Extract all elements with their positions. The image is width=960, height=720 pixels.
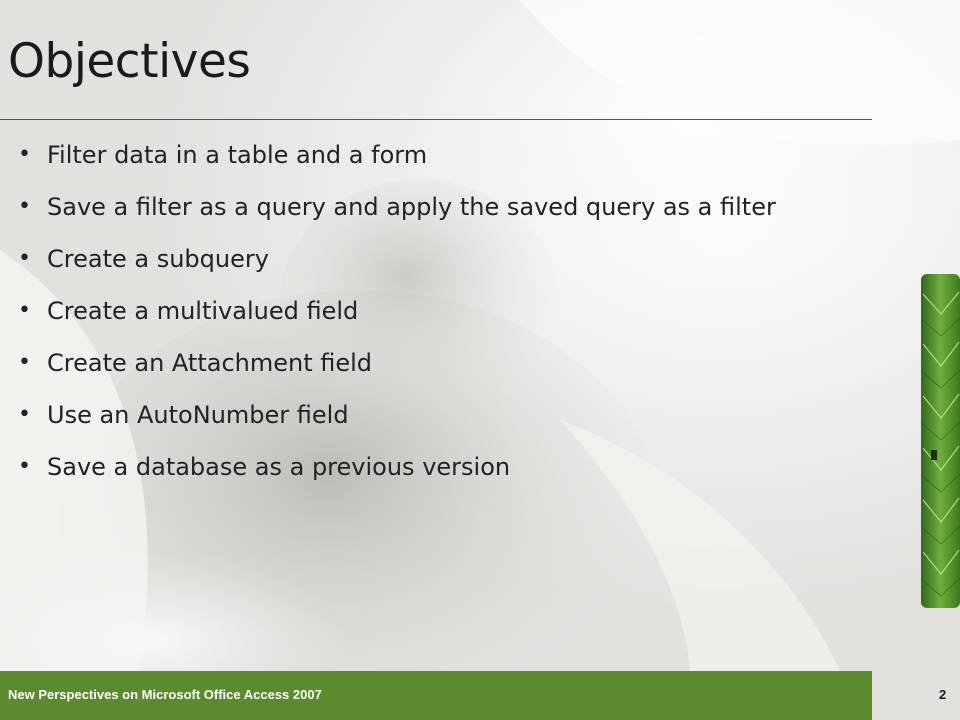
bullet-text: Save a filter as a query and apply the saved query as a filter bbox=[47, 193, 776, 221]
list-item bbox=[18, 294, 878, 328]
bullet-icon: • bbox=[18, 246, 31, 271]
footer-bar bbox=[0, 671, 872, 720]
title-divider bbox=[0, 119, 872, 120]
leaf-texture-image bbox=[921, 274, 960, 608]
bullet-text: Save a database as a previous version bbox=[47, 453, 511, 481]
bullet-icon: • bbox=[18, 402, 31, 427]
list-item bbox=[18, 398, 878, 432]
bullet-icon: • bbox=[18, 194, 31, 219]
footer-text: New Perspectives on Microsoft Office Access 2007 bbox=[8, 687, 322, 702]
bullet-text: Create a subquery bbox=[47, 245, 269, 273]
bullet-text: Create an Attachment field bbox=[47, 349, 373, 377]
list-item bbox=[18, 138, 878, 172]
bullet-icon: • bbox=[18, 142, 31, 167]
list-item bbox=[18, 242, 878, 276]
slide-title: Objectives bbox=[8, 34, 251, 89]
list-item bbox=[18, 450, 878, 484]
bullet-text: Create a multivalued field bbox=[47, 297, 359, 325]
page-number: 2 bbox=[939, 687, 947, 702]
bullet-icon: • bbox=[18, 454, 31, 479]
bullet-text: Use an AutoNumber field bbox=[47, 401, 349, 429]
objectives-list bbox=[18, 138, 878, 502]
bullet-icon: • bbox=[18, 298, 31, 323]
bullet-text: Filter data in a table and a form bbox=[47, 141, 428, 169]
bullet-icon: • bbox=[18, 350, 31, 375]
list-item bbox=[18, 190, 878, 224]
list-item bbox=[18, 346, 878, 380]
